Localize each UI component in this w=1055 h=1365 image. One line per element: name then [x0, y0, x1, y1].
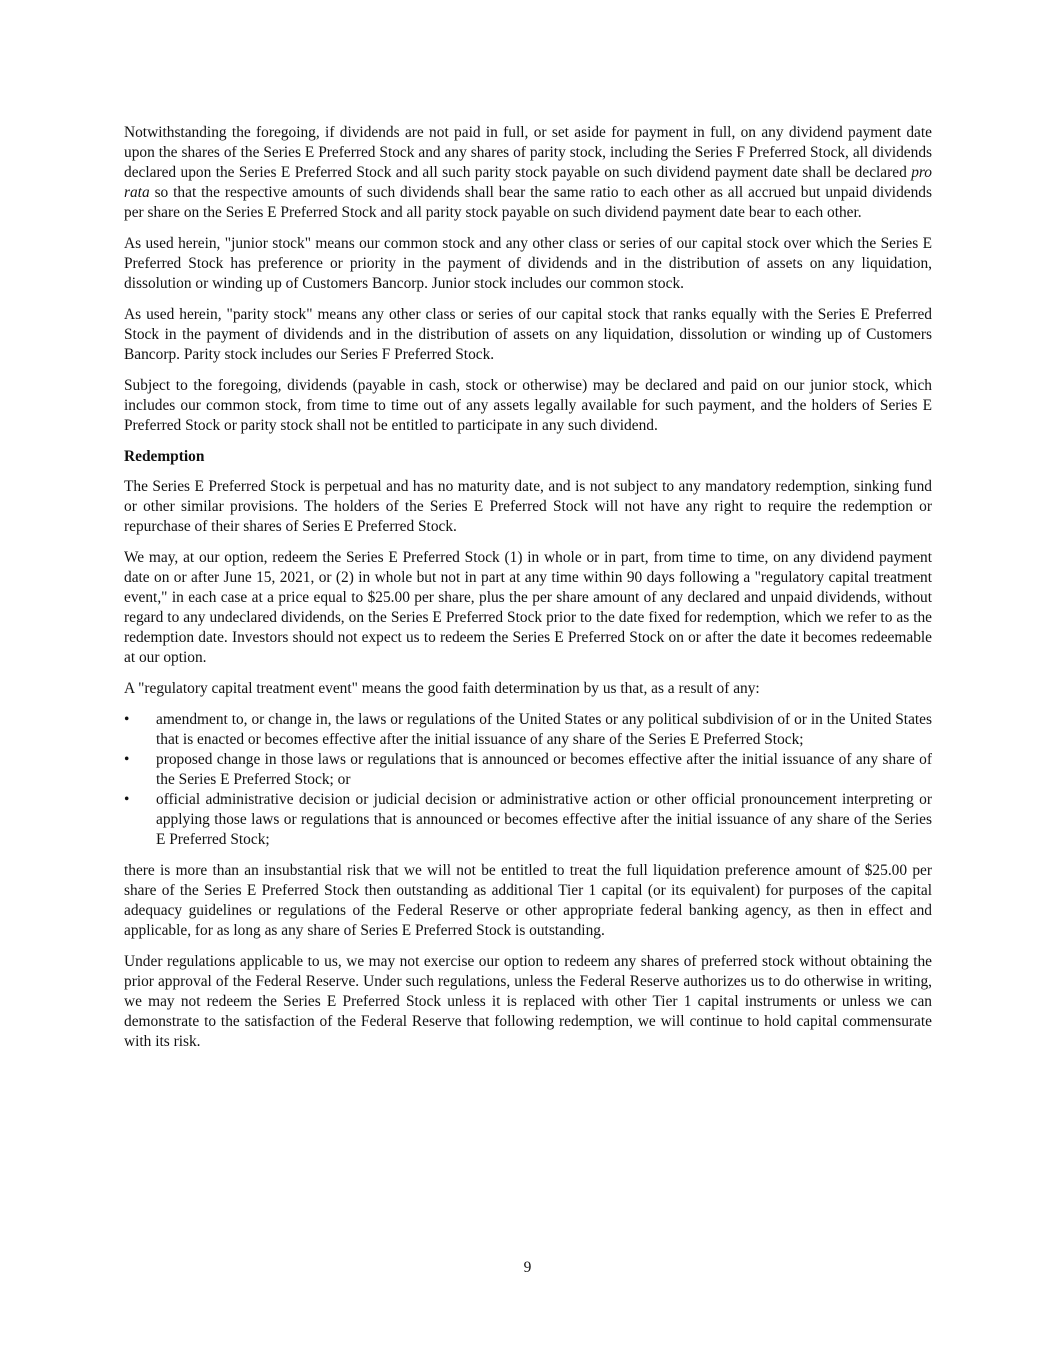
section-heading-redemption: Redemption [124, 448, 205, 465]
bullet-text: proposed change in those laws or regulations that is announced or becomes effective after the initial issuance of any share of the Series E Preferred Stock; or [156, 751, 932, 788]
bullet-item [124, 750, 932, 790]
paragraph-pro-rata-dividends [124, 123, 932, 223]
page-number: 9 [523, 1259, 532, 1276]
bullet-text: amendment to, or change in, the laws or regulations of the United States or any political subdivision of or in the United States that is enacted or becomes effective after the initial issuance of any share of the Series E Preferred Stock; [156, 711, 932, 748]
bullet-text: official administrative decision or judicial decision or administrative action or other official pronouncement interpreting or applying those laws or regulations that is announced or becomes effective after the initial issuance of any share of the Series E Preferred Stock; [156, 791, 932, 848]
paragraph-parity-stock-definition: As used herein, "parity stock" means any other class or series of our capital stock that ranks equally with the Series E Preferred Stock in the payment of dividends and in the distribution of assets on any liquidation, dissolution or winding up of Customers Bancorp. Parity stock includes our Series F Preferred Stock. [124, 306, 932, 363]
bullet-icon: • [124, 791, 130, 808]
paragraph-text: so that the respective amounts of such dividends shall bear the same ratio to each other as all accrued but unpaid dividends per share on the Series E Preferred Stock and all parity stock payable on such dividend payment date bear to each other. [124, 184, 932, 221]
bullet-item [124, 790, 932, 850]
paragraph-text: Notwithstanding the foregoing, if dividends are not paid in full, or set aside for payment in full, on any dividend payment date upon the shares of the Series E Preferred Stock and any shares of parity stock, including the Series F Preferred Stock, all dividends declared upon the Series E Preferred Stock and all such parity stock payable on such dividend payment date shall be declared [124, 124, 932, 181]
bullet-icon: • [124, 751, 130, 768]
paragraph-regulatory-event-intro: A "regulatory capital treatment event" means the good faith determination by us that, as a result of any: [124, 680, 760, 697]
bullet-icon: • [124, 711, 130, 728]
pro-rata-term: pro rata [124, 164, 932, 201]
document-page [124, 123, 932, 1063]
paragraph-federal-reserve-approval: Under regulations applicable to us, we may not exercise our option to redeem any shares of preferred stock without obtaining the prior approval of the Federal Reserve. Under such regulations, unless the Federal Reserve authorizes us to do otherwise in writing, we may not redeem the Series E Preferred Stock unless it is replaced with other Tier 1 capital instruments or unless we can demonstrate to the satisfaction of the Federal Reserve that following redemption, we will continue to hold capital commensurate with its risk. [124, 953, 932, 1050]
regulatory-event-bullet-list [124, 710, 932, 850]
bullet-item [124, 710, 932, 750]
paragraph-junior-stock-dividends: Subject to the foregoing, dividends (payable in cash, stock or otherwise) may be declared and paid on our junior stock, which includes our common stock, from time to time out of any assets legally available for such payment, and the holders of Series E Preferred Stock or parity stock shall not be entitled to participate in any such dividend. [124, 377, 932, 434]
paragraph-optional-redemption: We may, at our option, redeem the Series E Preferred Stock (1) in whole or in part, from time to time, on any dividend payment date on or after June 15, 2021, or (2) in whole but not in part at any time within 90 days following a "regulatory capital treatment event," in each case at a price equal to $25.00 per share, plus the per share amount of any declared and unpaid dividends, without regard to any undeclared dividends, on the Series E Preferred Stock prior to the date fixed for redemption, which we refer to as the redemption date. Investors should not expect us to redeem the Series E Preferred Stock on or after the date it becomes redeemable at our option. [124, 549, 932, 666]
paragraph-insubstantial-risk: there is more than an insubstantial risk that we will not be entitled to treat the full liquidation preference amount of $25.00 per share of the Series E Preferred Stock then outstanding as additional Tier 1 capital (or its equivalent) for purposes of the capital adequacy guidelines or regulations of the Federal Reserve or other appropriate federal banking agency, as then in effect and applicable, for as long as any share of Series E Preferred Stock is outstanding. [124, 862, 932, 939]
paragraph-perpetual-stock: The Series E Preferred Stock is perpetual and has no maturity date, and is not subject to any mandatory redemption, sinking fund or other similar provisions. The holders of the Series E Preferred Stock will not have any right to require the redemption or repurchase of their shares of Series E Preferred Stock. [124, 478, 932, 535]
paragraph-junior-stock-definition: As used herein, "junior stock" means our common stock and any other class or series of our capital stock over which the Series E Preferred Stock has preference or priority in the payment of dividends and in the distribution of assets on any liquidation, dissolution or winding up of Customers Bancorp. Junior stock includes our common stock. [124, 235, 932, 292]
